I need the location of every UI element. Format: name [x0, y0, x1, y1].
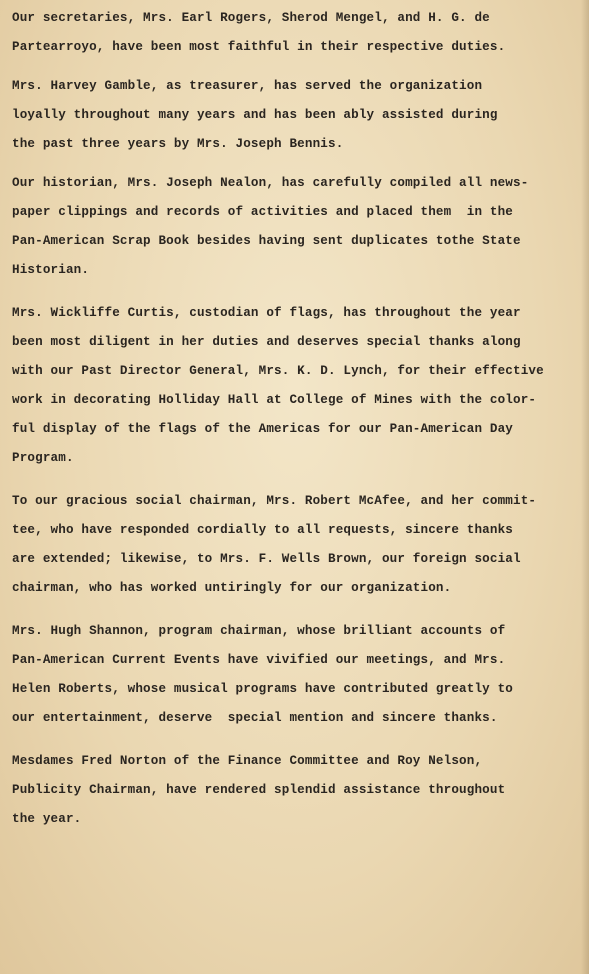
text-line: Helen Roberts, whose musical programs have contributed greatly to [12, 682, 513, 696]
text-line: tee, who have responded cordially to all requests, sincere thanks [12, 523, 513, 537]
text-line: Mrs. Harvey Gamble, as treasurer, has served the organization [12, 79, 483, 93]
text-line: are extended; likewise, to Mrs. F. Wells Brown, our foreign social [12, 552, 521, 566]
text-line: Mesdames Fred Norton of the Finance Committee and Roy Nelson, [12, 754, 483, 768]
paragraph-historian [12, 169, 584, 285]
text-line: To our gracious social chairman, Mrs. Robert McAfee, and her commit- [12, 494, 537, 508]
text-line: our entertainment, deserve special mention and sincere thanks. [12, 711, 498, 725]
text-line: Pan-American Current Events have vivified our meetings, and Mrs. [12, 653, 506, 667]
text-line: the past three years by Mrs. Joseph Bennis. [12, 137, 344, 151]
text-line: Our secretaries, Mrs. Earl Rogers, Sherod Mengel, and H. G. de [12, 11, 490, 25]
text-line: Our historian, Mrs. Joseph Nealon, has carefully compiled all news- [12, 176, 529, 190]
paragraph-social-chairman [12, 487, 584, 603]
text-line: with our Past Director General, Mrs. K. D. Lynch, for their effective [12, 364, 544, 378]
paragraph-secretaries [12, 4, 584, 62]
text-line: loyally throughout many years and has been ably assisted during [12, 108, 498, 122]
paragraph-program-chairman [12, 617, 584, 733]
text-line: Mrs. Wickliffe Curtis, custodian of flags, has throughout the year [12, 306, 521, 320]
text-line: Historian. [12, 263, 90, 277]
paper-edge-shadow [581, 0, 589, 974]
text-line: work in decorating Holliday Hall at College of Mines with the color- [12, 393, 537, 407]
text-line: Partearroyo, have been most faithful in their respective duties. [12, 40, 506, 54]
text-line: ful display of the flags of the Americas for our Pan-American Day [12, 422, 513, 436]
text-line: Publicity Chairman, have rendered splendid assistance throughout [12, 783, 506, 797]
paragraph-finance-publicity [12, 747, 584, 834]
typewritten-page [12, 4, 584, 834]
paragraph-custodian-of-flags [12, 299, 584, 473]
text-line: Mrs. Hugh Shannon, program chairman, whose brilliant accounts of [12, 624, 506, 638]
text-line: been most diligent in her duties and deserves special thanks along [12, 335, 521, 349]
text-line: the year. [12, 812, 82, 826]
text-line: Pan-American Scrap Book besides having sent duplicates tothe State [12, 234, 521, 248]
text-line: paper clippings and records of activities and placed them in the [12, 205, 513, 219]
paragraph-treasurer [12, 72, 584, 159]
text-line: chairman, who has worked untiringly for our organization. [12, 581, 452, 595]
text-line: Program. [12, 451, 74, 465]
